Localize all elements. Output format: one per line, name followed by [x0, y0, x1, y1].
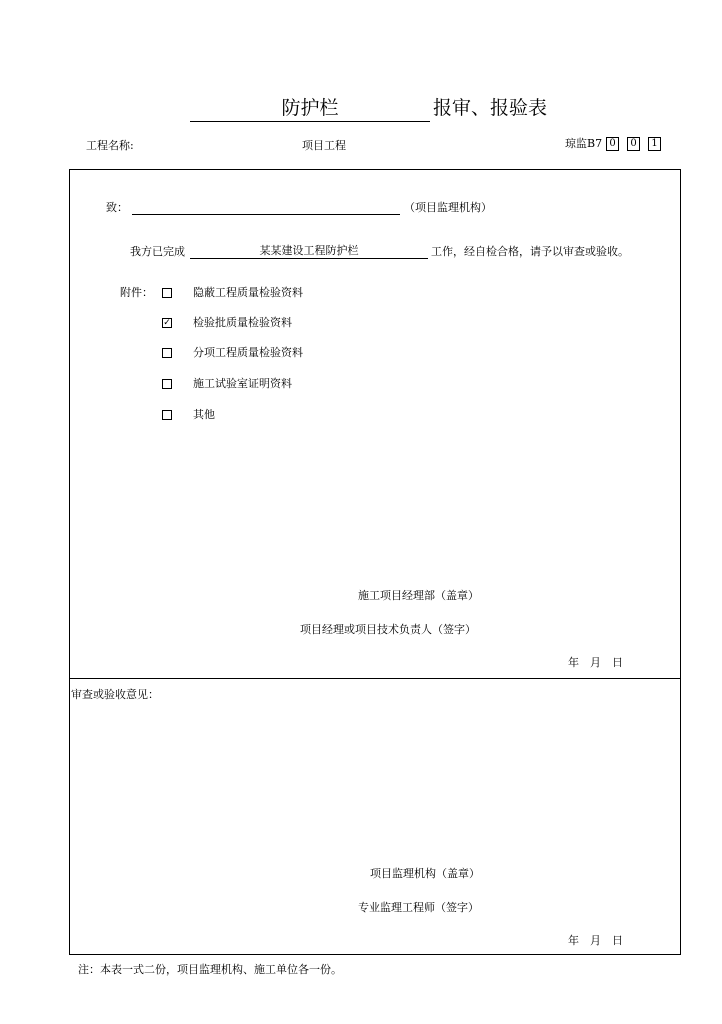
attachments-label: 附件： — [120, 286, 153, 299]
to-recipient-field[interactable] — [132, 200, 400, 215]
project-name-value: 项目工程 — [302, 139, 346, 152]
attachment-label-2: 检验批质量检验资料 — [193, 316, 292, 329]
form-code-digit-1: 0 — [606, 137, 619, 151]
form-code-prefix: 琼监B7 — [565, 137, 603, 150]
attachment-checkbox-4[interactable] — [162, 379, 172, 389]
title-suffix: 报审、报验表 — [433, 97, 548, 119]
attachment-checkbox-3[interactable] — [162, 348, 172, 358]
form-title — [0, 95, 722, 125]
review-date: 年 月 日 — [568, 934, 623, 947]
attachment-label-5: 其他 — [193, 408, 215, 421]
statement-work-field[interactable]: 某某建设工程防护栏 — [190, 244, 428, 259]
attachment-label-4: 施工试验室证明资料 — [193, 377, 292, 390]
attachment-checkbox-1[interactable] — [162, 288, 172, 298]
to-label: 致： — [106, 201, 128, 214]
to-recipient-suffix: （项目监理机构） — [404, 201, 492, 214]
statement-prefix: 我方已完成 — [130, 245, 185, 258]
contractor-date: 年 月 日 — [568, 656, 623, 669]
form-code-digit-2: 0 — [627, 137, 640, 151]
review-opinion-area[interactable] — [75, 706, 675, 856]
form-code — [565, 137, 661, 151]
title-subject: 防护栏 — [190, 95, 430, 122]
section-divider — [69, 678, 681, 679]
attachment-label-1: 隐蔽工程质量检验资料 — [193, 286, 303, 299]
form-code-digit-3: 1 — [648, 137, 661, 151]
review-opinion-label: 审查或验收意见： — [71, 688, 159, 701]
statement-suffix: 工作，经自检合格，请予以审查或验收。 — [431, 245, 629, 258]
contractor-dept-seal: 施工项目经理部（盖章） — [358, 589, 479, 602]
supervisor-org-seal: 项目监理机构（盖章） — [370, 867, 480, 880]
contractor-signer: 项目经理或项目技术负责人（签字） — [300, 623, 476, 636]
attachment-label-3: 分项工程质量检验资料 — [193, 346, 303, 359]
attachment-checkbox-2[interactable]: ✓ — [163, 318, 171, 328]
supervisor-signer: 专业监理工程师（签字） — [358, 901, 479, 914]
project-name-label: 工程名称: — [86, 139, 134, 152]
attachment-checkbox-5[interactable] — [162, 410, 172, 420]
footnote: 注：本表一式二份，项目监理机构、施工单位各一份。 — [78, 963, 342, 976]
